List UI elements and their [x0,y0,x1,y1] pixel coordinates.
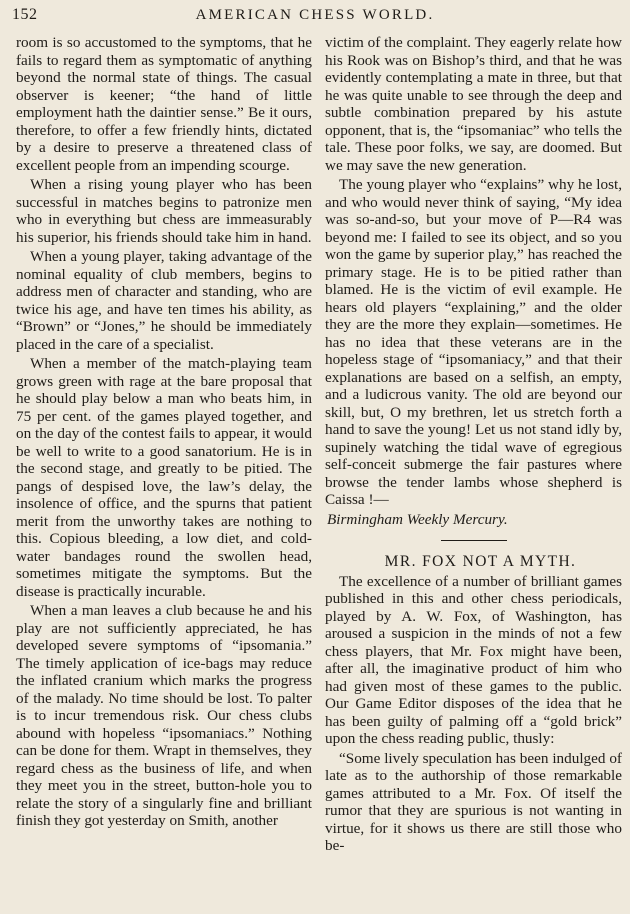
source-citation: Birmingham Weekly Mercury. [327,510,508,528]
paragraph: room is so accustomed to the symptoms, that he fails to regard them as symptomatic of anything beyond the normal state of things. The casual observer is keener; “the hand of little employment hath the daintier sense.” Be it ours, therefore, to offer a few friendly hints, dictated by a desire to preserve a threatened class of excellent people from an impending scourge. [16,34,312,174]
paragraph: When a member of the match-playing team grows green with rage at the bare proposal that he should play below a man who beats him, in 75 per cent. of the games played together, and on the day of the contest fails to appear, it would be well to write to a good sanatorium. He is in the second stage, and greatly to be pitied. The pangs of despised love, the law’s delay, the insolence of office, and the spurns that patient merit from the unworthy takes are nothing to this. Copious bleeding, a low diet, and cold-water bandages round the swollen head, sometimes mitigate the symptoms. But the disease is practically incurable. [16,355,312,600]
paragraph: victim of the complaint. They eagerly relate how his Rook was on Bishop’s third, and that he was evidently contemplating a mate in three, but that he was quite unable to see through the deep and subtle combination prepared by his astute opponent, that is, the “ipsomaniac” who tells the tale. These poor folks, we say, are doomed. But we may save the new generation. [325,34,622,174]
paragraph: When a rising young player who has been successful in matches begins to patronize men who in everything but chess are immeasurably his superior, his friends should take him in hand. [16,176,312,246]
right-column [325,34,622,914]
source-line [325,511,622,529]
paragraph: The young player who “explains” why he lost, and who would never think of saying, “My idea was so-and-so, but your move of P—R4 was beyond me: I failed to see its object, and so you won the game by superior play,” has reached the primary stage. He is to be pitied rather than blamed. He is the victim of evil example. He hears old players “explaining,” and the older they are the more they explain—sometimes. He has no idea that these veterans are in the hopeless stage of “ipsomaniacy,” and that their explanations are based on a selfish, an empty, and a ludicrous vanity. The old are beyond our skill, but, O my brethren, let us stretch forth a hand to save the young! Let us not stand idly by, supinely watching the tidal wave of egregious self-conceit submerge the fair pastures where browse the tender lambs whose shepherd is Caissa !— [325,176,622,508]
section-divider [441,540,507,541]
paragraph: When a man leaves a club because he and his play are not sufficiently appreciated, he has developed severe symptoms of “ipsomania.” The timely application of ice-bags may reduce the inflated cranium which marks the progress of the malady. No time should be lost. To palter is to incur tremendous risk. Our chess clubs abound with hopeless “ipsomaniacs.” Nothing can be done for them. Wrapt in themselves, they regard chess as the business of life, and when they meet you in the street, button-hole you to relate the story of a singularly fine and brilliant finish they got yesterday on Smith, another [16,602,312,829]
paragraph: When a young player, taking advantage of the nominal equality of club members, begins to address men of character and standing, who are twice his age, and have ten times his ability, as “Brown” or “Jones,” he should be immediately placed in the care of a specialist. [16,248,312,353]
left-column [16,34,312,914]
paragraph: The excellence of a number of brilliant games published in this and other chess periodicals, played by A. W. Fox, of Washington, has aroused a suspicion in the minds of not a few chess players, that Mr. Fox might have been, after all, the imaginative product of him who had given most of these games to the public. Our Game Editor disposes of the idea that he has been guilty of palming off a “gold brick” upon the chess reading public, thusly: [325,572,622,747]
paragraph: “Some lively speculation has been indulged of late as to the authorship of those remarkable games attributed to a Mr. Fox. Of itself the rumor that they are spurious is not wanting in virtue, for it shows us there are still those who be- [325,749,622,854]
page-header [0,4,630,26]
article-title: MR. FOX NOT A MYTH. [384,553,577,570]
running-title: AMERICAN CHESS WORLD. [195,7,435,23]
page-number: 152 [12,6,38,23]
